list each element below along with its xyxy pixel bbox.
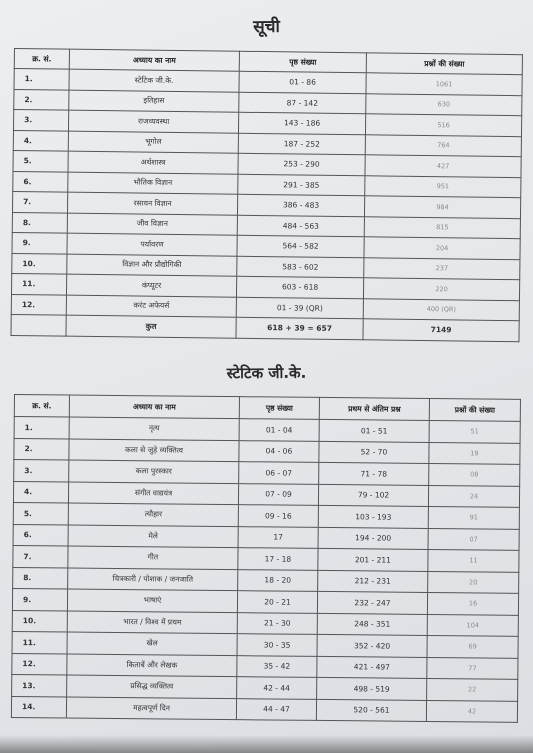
static-gk-cell-range: 201 - 211 <box>318 548 428 571</box>
static-gk-header-sn: क्र. सं. <box>14 395 69 418</box>
toc-cell-sn: 4. <box>13 130 68 151</box>
static-gk-cell-range: 232 - 247 <box>317 591 427 614</box>
static-gk-cell-name: त्यौहार <box>68 503 238 526</box>
toc-cell-count: 951 <box>365 175 521 197</box>
static-gk-cell-count: 24 <box>428 485 519 507</box>
page-edge-shadow <box>0 735 533 753</box>
static-gk-cell-pages: 01 - 04 <box>239 419 319 441</box>
static-gk-header-range: प्रथम से अंतिम प्रश्न <box>319 397 429 420</box>
static-gk-cell-name: प्रसिद्ध व्यक्तित्व <box>67 675 237 698</box>
static-gk-cell-count: 77 <box>427 657 518 679</box>
static-gk-cell-pages: 17 - 18 <box>238 548 318 570</box>
toc-cell-sn: 11. <box>11 273 66 294</box>
toc-cell-name: स्टेटिक जी.के. <box>69 69 239 92</box>
static-gk-cell-count: 22 <box>427 678 518 700</box>
toc-cell-count: 237 <box>364 257 520 279</box>
static-gk-cell-pages: 21 - 30 <box>237 612 317 634</box>
static-gk-cell-range: 498 - 519 <box>317 677 427 700</box>
toc-cell-sn: 8. <box>12 212 67 233</box>
static-gk-row <box>11 696 517 722</box>
toc-cell-count: 630 <box>366 93 522 115</box>
toc-cell-pages: 291 - 385 <box>238 174 365 196</box>
static-gk-cell-range: 212 - 231 <box>318 570 428 593</box>
static-gk-cell-sn: 4. <box>13 481 68 503</box>
toc-cell-count: 984 <box>364 196 520 218</box>
static-gk-cell-name: नृत्य <box>69 417 239 440</box>
static-gk-cell-sn: 14. <box>11 696 66 718</box>
toc-total-count: 7149 <box>363 319 519 341</box>
toc-cell-count: 516 <box>365 114 521 136</box>
toc-cell-name: विज्ञान और प्रौद्योगिकी <box>67 254 237 277</box>
static-gk-cell-sn: 3. <box>14 460 69 482</box>
static-gk-cell-pages: 30 - 35 <box>237 634 317 656</box>
toc-title: सूची <box>253 16 280 38</box>
toc-cell-pages: 253 - 290 <box>238 153 365 175</box>
toc-cell-name: इतिहास <box>69 90 239 113</box>
static-gk-cell-sn: 5. <box>13 502 68 524</box>
toc-cell-pages: 01 - 86 <box>239 71 366 93</box>
toc-cell-sn: 5. <box>13 150 68 171</box>
static-gk-cell-name: खेल <box>67 632 237 655</box>
toc-cell-name: जीव विज्ञान <box>67 213 237 236</box>
static-gk-cell-count: 08 <box>429 463 520 485</box>
toc-cell-name: पर्यावरण <box>67 233 237 256</box>
toc-cell-name: राजव्यवस्था <box>68 110 238 133</box>
toc-cell-name: कंप्यूटर <box>66 274 236 297</box>
static-gk-cell-count: 07 <box>428 528 519 550</box>
static-gk-cell-name: चित्रकारी / पोशाक / जनजाति <box>68 568 238 591</box>
toc-cell-name: रसायन विज्ञान <box>67 192 237 215</box>
static-gk-cell-sn: 8. <box>13 567 68 589</box>
static-gk-cell-pages: 35 - 42 <box>237 655 317 677</box>
toc-cell-sn: 7. <box>12 191 67 212</box>
static-gk-cell-name: मेले <box>68 525 238 548</box>
static-gk-header-name: अध्याय का नाम <box>69 395 239 419</box>
toc-cell-sn: 9. <box>12 232 67 253</box>
static-gk-cell-sn: 12. <box>12 653 67 675</box>
static-gk-cell-pages: 07 - 09 <box>238 483 318 505</box>
toc-cell-pages: 187 - 252 <box>238 133 365 155</box>
static-gk-cell-range: 352 - 420 <box>317 634 427 657</box>
static-gk-cell-sn: 2. <box>14 438 69 460</box>
static-gk-cell-range: 79 - 102 <box>318 484 428 507</box>
toc-header-count: प्रश्नों की संख्या <box>366 53 522 75</box>
static-gk-cell-range: 194 - 200 <box>318 527 428 550</box>
toc-total-blank <box>11 314 66 335</box>
static-gk-cell-name: भाषाएं <box>67 589 237 612</box>
static-gk-cell-sn: 1. <box>14 417 69 439</box>
toc-cell-count: 427 <box>365 155 521 177</box>
toc-cell-sn: 12. <box>11 294 66 315</box>
static-gk-cell-sn: 6. <box>13 524 68 546</box>
static-gk-cell-name: कला पुरस्कार <box>69 460 239 483</box>
static-gk-cell-range: 52 - 70 <box>319 441 429 464</box>
static-gk-cell-pages: 20 - 21 <box>237 591 317 613</box>
static-gk-cell-sn: 13. <box>12 674 67 696</box>
toc-cell-pages: 484 - 563 <box>237 215 364 237</box>
static-gk-cell-count: 20 <box>428 571 519 593</box>
static-gk-cell-pages: 17 <box>238 526 318 548</box>
toc-cell-count: 764 <box>365 134 521 156</box>
toc-cell-count: 220 <box>363 278 519 300</box>
static-gk-cell-count: 69 <box>427 635 518 657</box>
static-gk-cell-range: 421 - 497 <box>317 656 427 679</box>
toc-cell-sn: 2. <box>14 89 69 110</box>
toc-cell-pages: 564 - 582 <box>237 235 364 257</box>
toc-cell-name: करंट अफेयर्स <box>66 295 236 318</box>
toc-table <box>10 48 522 342</box>
static-gk-title: स्टेटिक जी.के. <box>226 363 307 383</box>
static-gk-cell-sn: 10. <box>12 610 67 632</box>
static-gk-table <box>11 394 521 723</box>
toc-cell-sn: 3. <box>13 110 68 131</box>
static-gk-cell-count: 19 <box>429 442 520 464</box>
static-gk-cell-count: 11 <box>428 549 519 571</box>
toc-cell-name: अर्थशास्त्र <box>68 151 238 174</box>
toc-cell-sn: 10. <box>12 253 67 274</box>
static-gk-cell-sn: 7. <box>13 545 68 567</box>
static-gk-header-pages: पृष्ठ संख्या <box>239 397 319 420</box>
static-gk-cell-pages: 44 - 47 <box>236 698 316 720</box>
toc-cell-sn: 1. <box>14 69 69 90</box>
toc-cell-sn: 6. <box>13 171 68 192</box>
static-gk-cell-name: महत्वपूर्ण दिन <box>66 697 236 720</box>
static-gk-cell-range: 71 - 78 <box>319 462 429 485</box>
static-gk-cell-sn: 9. <box>12 588 67 610</box>
static-gk-cell-name: भारत / विश्व में प्रथम <box>67 611 237 634</box>
toc-cell-pages: 87 - 142 <box>239 92 366 114</box>
static-gk-cell-name: गीत <box>68 546 238 569</box>
static-gk-cell-count: 51 <box>429 420 520 442</box>
toc-cell-name: भूगोल <box>68 131 238 154</box>
static-gk-cell-pages: 42 - 44 <box>237 677 317 699</box>
static-gk-cell-count: 16 <box>427 592 518 614</box>
toc-total-label: कुल <box>66 315 236 338</box>
static-gk-cell-range: 103 - 193 <box>318 505 428 528</box>
toc-cell-count: 204 <box>364 237 520 259</box>
toc-header-sn: क्र. सं. <box>14 49 69 70</box>
toc-header-pages: पृष्ठ संख्या <box>239 51 366 73</box>
static-gk-cell-name: किताबें और लेखक <box>67 654 237 677</box>
static-gk-header-count: प्रश्नों की संख्या <box>429 398 520 421</box>
static-gk-cell-name: संगीत वाद्ययंत्र <box>68 482 238 505</box>
static-gk-cell-sn: 11. <box>12 631 67 653</box>
static-gk-cell-pages: 06 - 07 <box>239 462 319 484</box>
toc-cell-pages: 01 - 39 (QR) <box>236 297 363 319</box>
toc-cell-count: 400 (QR) <box>363 298 519 320</box>
toc-total-pages: 618 + 39 = 657 <box>236 317 363 339</box>
static-gk-cell-pages: 04 - 06 <box>239 440 319 462</box>
static-gk-cell-range: 248 - 351 <box>317 613 427 636</box>
static-gk-cell-count: 91 <box>428 506 519 528</box>
static-gk-cell-count: 104 <box>427 614 518 636</box>
toc-cell-count: 815 <box>364 216 520 238</box>
toc-cell-count: 1061 <box>366 73 522 95</box>
toc-cell-pages: 603 - 618 <box>236 276 363 298</box>
toc-cell-pages: 583 - 602 <box>237 256 364 278</box>
static-gk-cell-range: 520 - 561 <box>316 699 426 722</box>
toc-header-name: अध्याय का नाम <box>69 49 239 71</box>
static-gk-cell-count: 42 <box>426 700 517 722</box>
toc-cell-pages: 143 - 186 <box>238 112 365 134</box>
toc-cell-name: भौतिक विज्ञान <box>68 172 238 195</box>
static-gk-cell-pages: 09 - 16 <box>238 505 318 527</box>
static-gk-cell-range: 01 - 51 <box>319 419 429 442</box>
toc-cell-pages: 386 - 483 <box>237 194 364 216</box>
static-gk-cell-name: कला से जुड़े व्यक्तित्व <box>69 439 239 462</box>
static-gk-cell-pages: 18 - 20 <box>238 569 318 591</box>
